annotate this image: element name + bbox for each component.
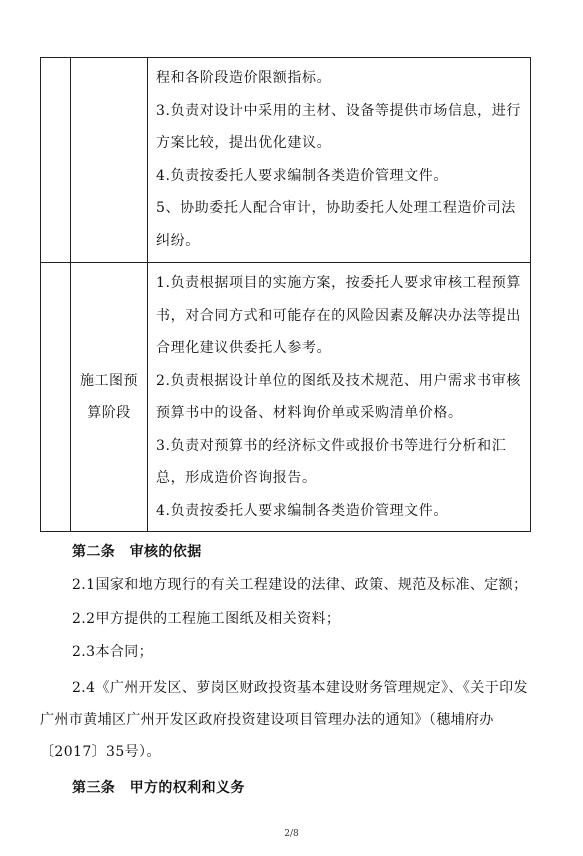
table-cell-duties: [148, 58, 531, 263]
table-cell-index: [41, 263, 71, 532]
table-row: [41, 263, 531, 532]
duty-item: 4.负责按委托人要求编制各类造价管理文件。: [156, 167, 448, 184]
table-cell-phase: [71, 58, 148, 263]
clause-2-2: 2.2甲方提供的工程施工图纸及相关资料；: [72, 611, 341, 627]
duty-item: 4.负责按委托人要求编制各类造价管理文件。: [156, 502, 448, 519]
table-cell-index: [41, 58, 71, 263]
article-3-heading: 第三条 甲方的权利和义务: [72, 780, 245, 796]
phase-label: 施工图预算阶段: [80, 373, 138, 421]
duty-item: 5、协助委托人配合审计，协助委托人处理工程造价司法纠纷。: [156, 200, 516, 249]
duty-item: 2.负责根据设计单位的图纸及技术规范、用户需求书审核预算书中的设备、材料询价单或采购清单价格。: [156, 372, 521, 421]
duty-item: 1.负责根据项目的实施方案，按委托人要求审核工程预算书，对合同方式和可能存在的风险因素及解决办法等提出合理化建议供委托人参考。: [156, 275, 521, 356]
duty-item: 3.负责对预算书的经济标文件或报价书等进行分析和汇总，形成造价咨询报告。: [156, 437, 507, 486]
table-cell-duties: [148, 263, 531, 532]
table-row: [41, 58, 531, 263]
duty-item: 3.负责对设计中采用的主材、设备等提供市场信息，进行方案比较，提出优化建议。: [156, 102, 521, 151]
article-2-heading: 第二条 审核的依据: [72, 544, 202, 560]
table-cell-phase: [71, 263, 148, 532]
clause-2-1: 2.1国家和地方现行的有关工程建设的法律、政策、规范及标准、定额；: [72, 577, 528, 593]
scope-table: [40, 57, 531, 532]
clause-2-3: 2.3本合同；: [72, 644, 154, 660]
duty-item: 程和各阶段造价限额指标。: [156, 70, 332, 86]
clause-2-4: 2.4《广州开发区、萝岗区财政投资基本建设财务管理规定》、《关于印发广州市黄埔区广州开发区政府投资建设项目管理办法的通知》（穗埔府办〔2017〕35号）。: [40, 680, 528, 760]
page-number: 2/8: [284, 829, 299, 839]
